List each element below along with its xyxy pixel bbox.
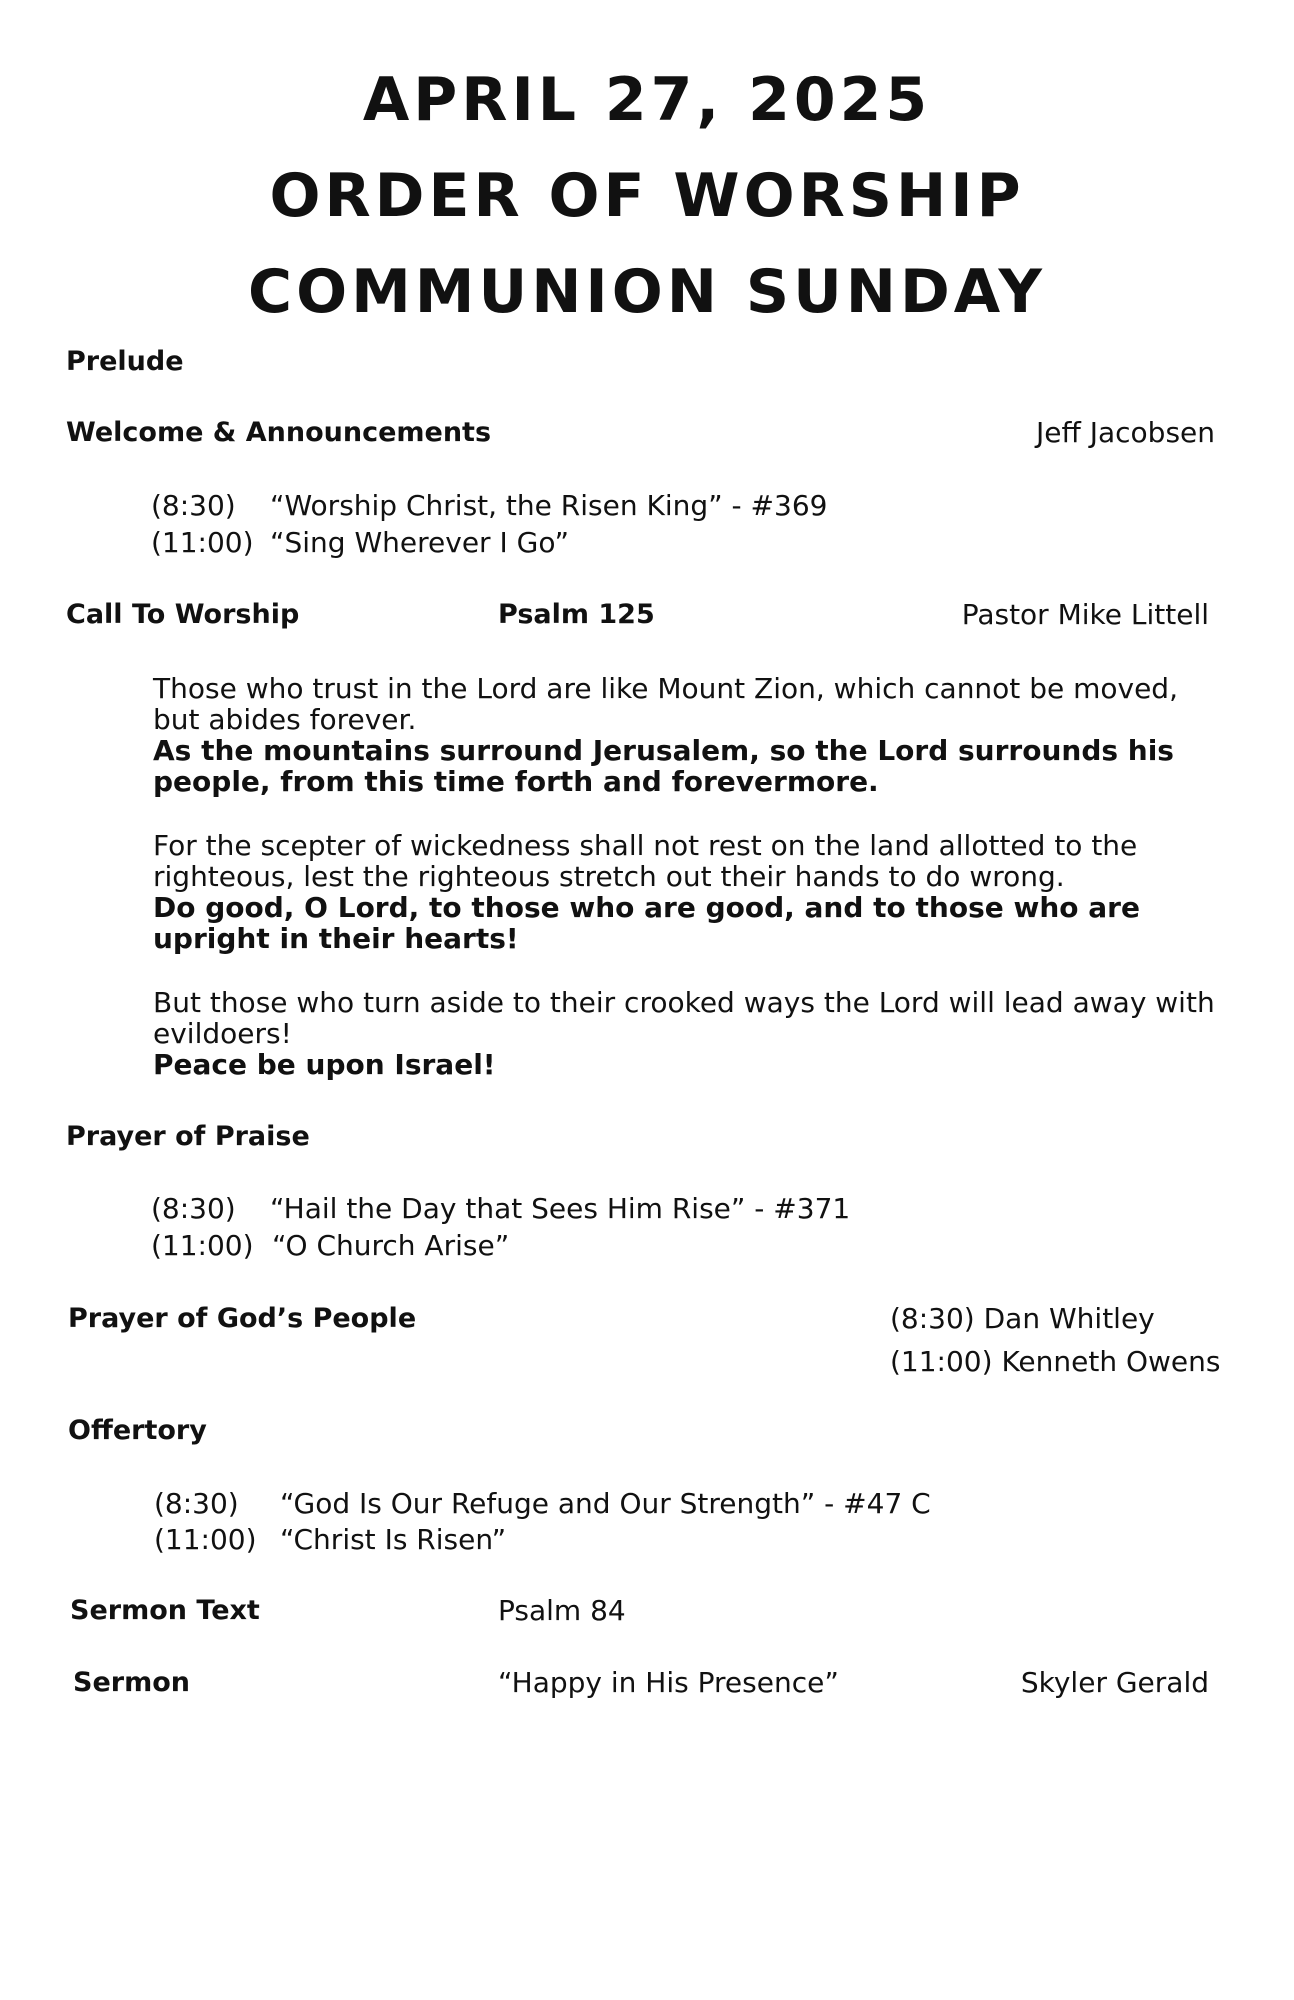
offertory-song-title-2: “Christ Is Risen”	[280, 1523, 507, 1556]
praise-song-title-1: “Hail the Day that Sees Him Rise” - #371	[270, 1192, 851, 1225]
responsive-reading-stanza-1	[153, 673, 1223, 797]
prayer-leader-late: (11:00) Kenneth Owens	[890, 1345, 1221, 1378]
leader-line: But those who turn aside to their crooked ways the Lord will lead away with evildoers!	[153, 986, 1215, 1050]
sermon-title: “Happy in His Presence”	[498, 1666, 839, 1699]
sermon-text-passage: Psalm 84	[498, 1594, 626, 1627]
prelude-label: Prelude	[66, 346, 184, 377]
praise-song-time-2: (11:00)	[151, 1229, 254, 1262]
prayer-leader-early: (8:30) Dan Whitley	[890, 1302, 1155, 1335]
offertory-song-title-1: “God Is Our Refuge and Our Strength” - #47 C	[280, 1487, 931, 1520]
responsive-reading-stanza-3	[153, 987, 1223, 1080]
congregation-response: Do good, O Lord, to those who are good, and to those who are upright in their hearts!	[153, 891, 1140, 955]
praise-song-title-2: “O Church Arise”	[272, 1229, 510, 1262]
page-subtitle: COMMUNION SUNDAY	[248, 257, 1046, 327]
offertory-label: Offertory	[68, 1415, 207, 1446]
congregation-response: Peace be upon Israel!	[153, 1048, 496, 1081]
prayer-of-praise-label: Prayer of Praise	[66, 1121, 310, 1152]
welcome-song-time-1: (8:30)	[151, 489, 236, 522]
leader-line: For the scepter of wickedness shall not rest on the land allotted to the righteous, lest the righteous stretch out their hands to do wrong.	[153, 829, 1138, 893]
bulletin-header	[0, 52, 1294, 340]
offertory-song-time-2: (11:00)	[154, 1523, 257, 1556]
welcome-leader: Jeff Jacobsen	[1036, 416, 1215, 449]
leader-line: Those who trust in the Lord are like Mount Zion, which cannot be moved, but abides forever.	[153, 672, 1178, 736]
sermon-preacher: Skyler Gerald	[1020, 1666, 1209, 1699]
offertory-song-time-1: (8:30)	[154, 1487, 239, 1520]
welcome-label: Welcome & Announcements	[66, 417, 492, 448]
welcome-song-title-2: “Sing Wherever I Go”	[270, 526, 569, 559]
service-date: APRIL 27, 2025	[362, 65, 932, 135]
page-title: ORDER OF WORSHIP	[269, 161, 1025, 231]
call-to-worship-label: Call To Worship	[66, 599, 300, 630]
welcome-song-time-2: (11:00)	[151, 526, 254, 559]
responsive-reading-stanza-2	[153, 830, 1223, 954]
sermon-label: Sermon	[73, 1667, 190, 1698]
call-to-worship-leader: Pastor Mike Littell	[961, 598, 1209, 631]
congregation-response: As the mountains surround Jerusalem, so the Lord surrounds his people, from this time forth and forevermore.	[153, 734, 1174, 798]
call-to-worship-passage: Psalm 125	[498, 599, 655, 630]
prayer-of-gods-people-label: Prayer of God’s People	[68, 1303, 417, 1334]
praise-song-time-1: (8:30)	[151, 1192, 236, 1225]
welcome-song-title-1: “Worship Christ, the Risen King” - #369	[270, 489, 828, 522]
sermon-text-label: Sermon Text	[70, 1595, 260, 1626]
